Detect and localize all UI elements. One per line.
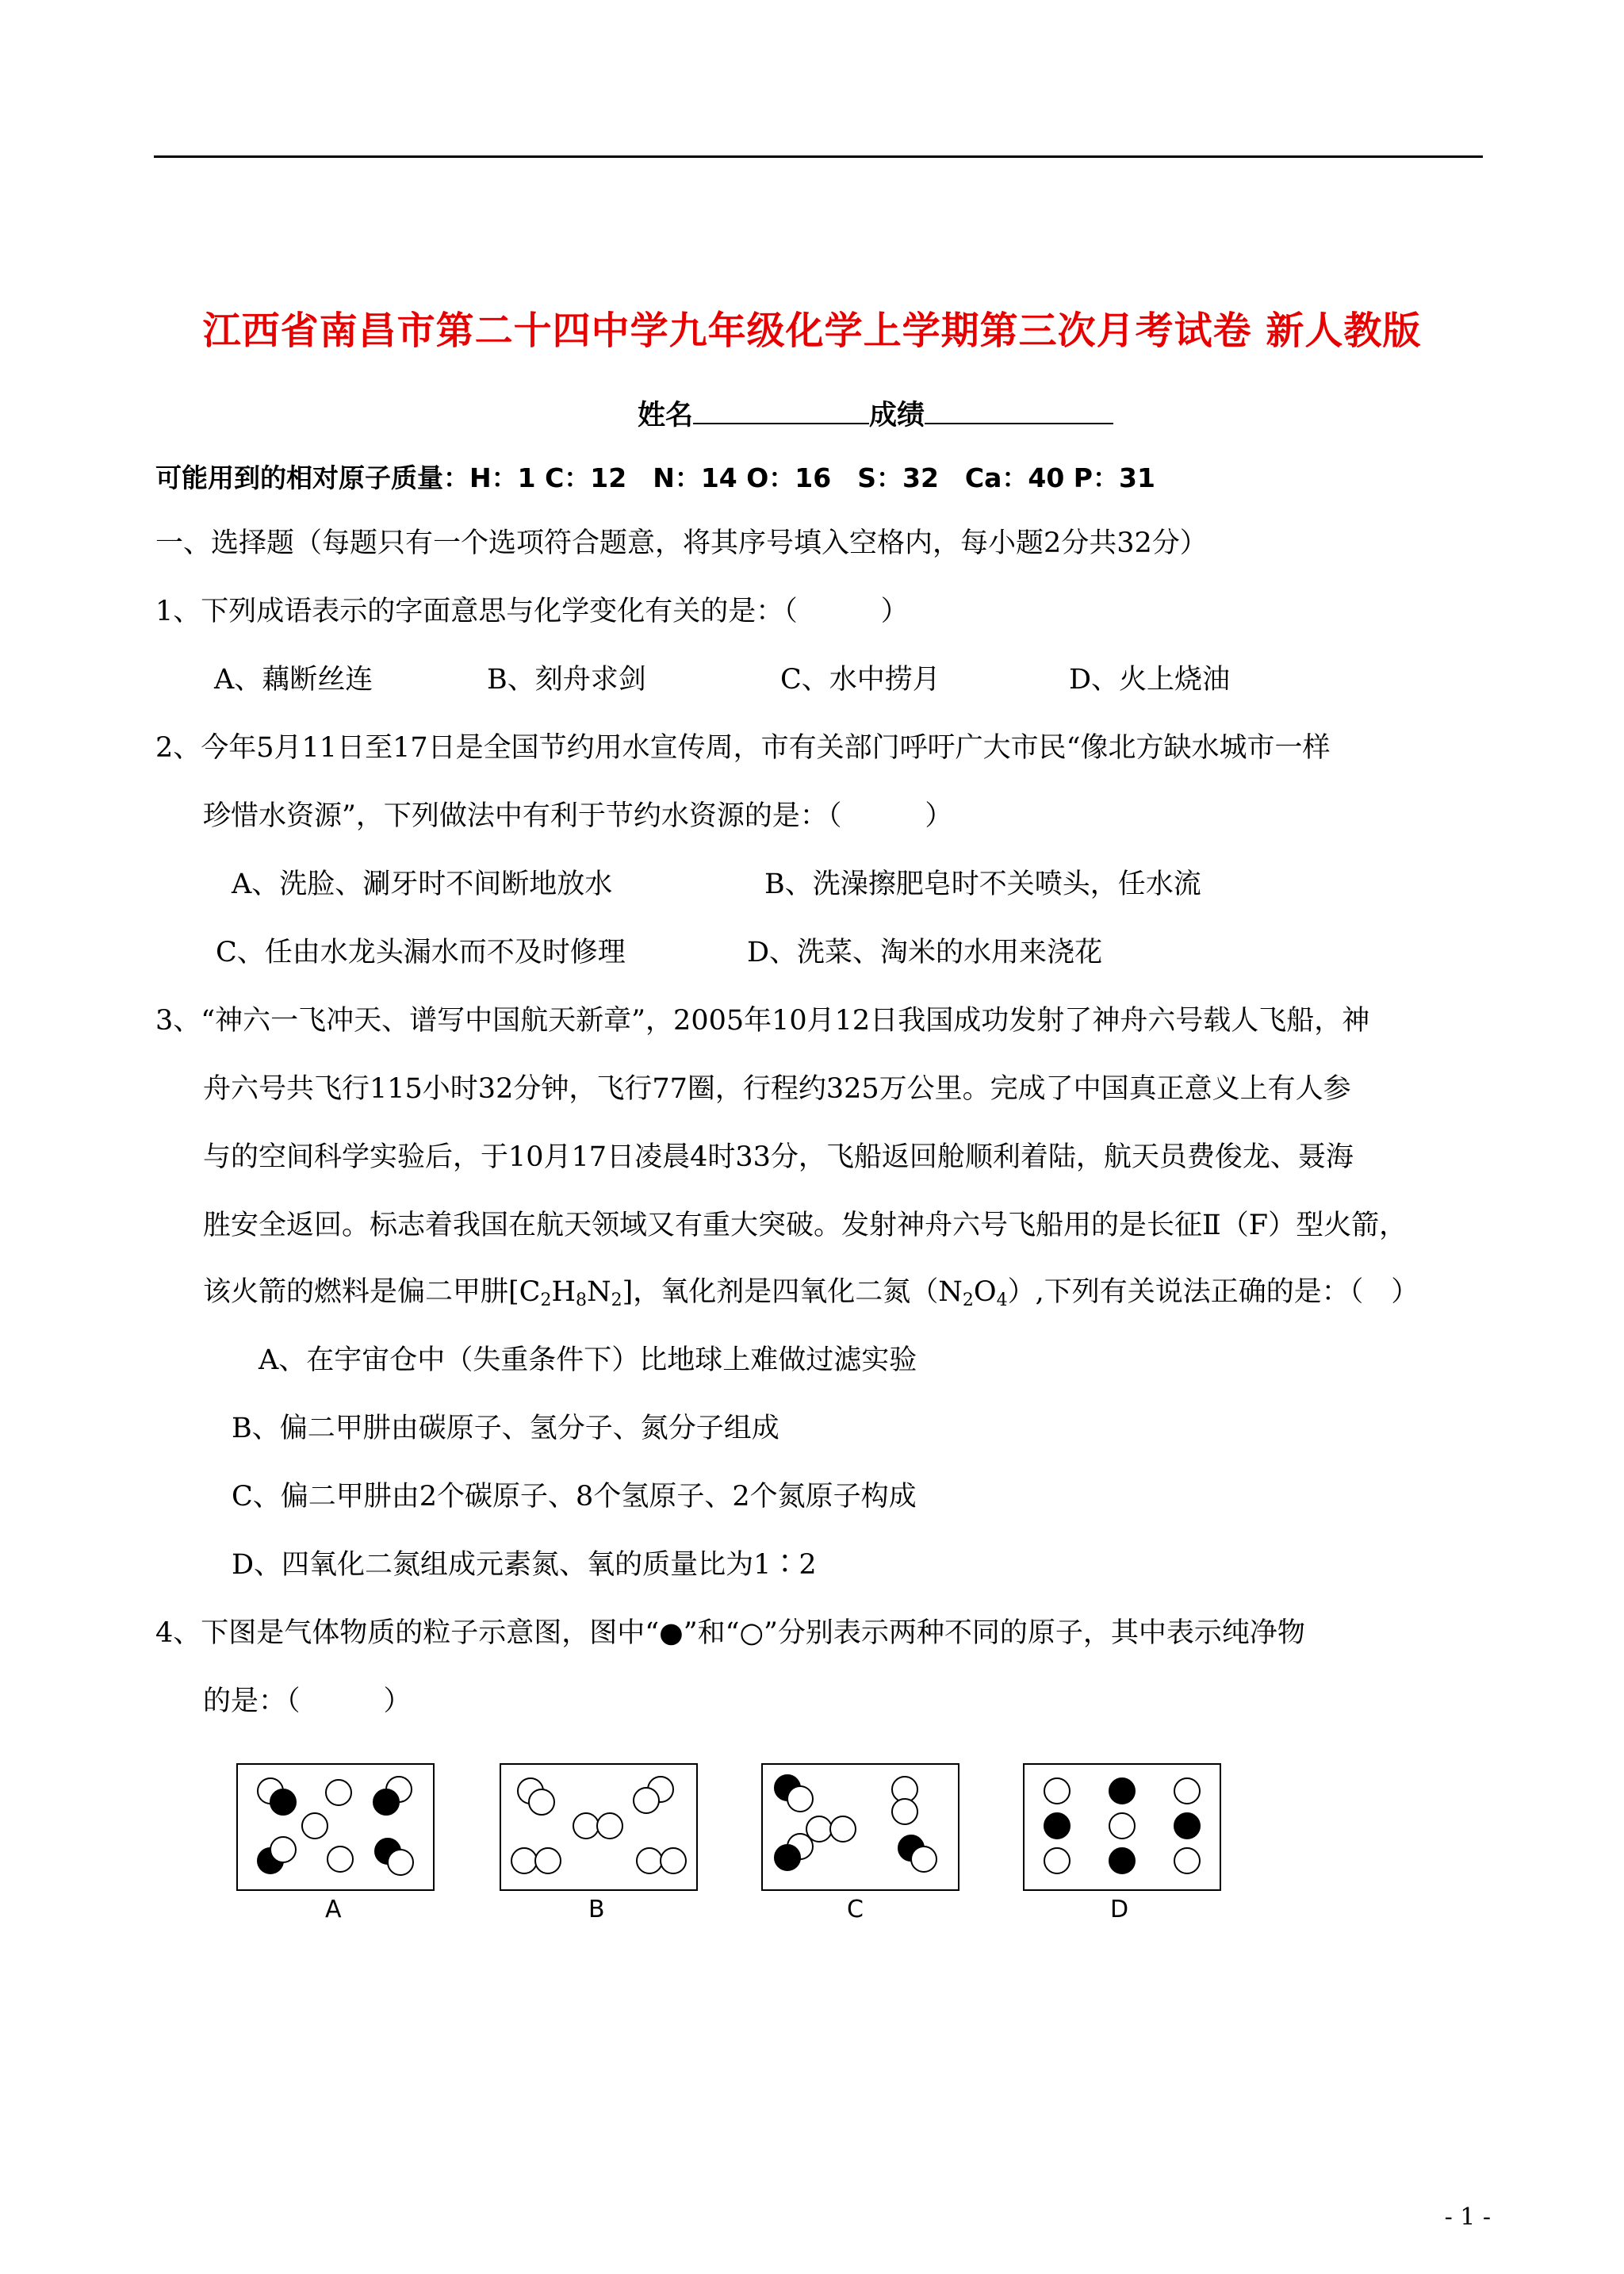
q1-option-a: A、藕断丝连: [214, 664, 373, 696]
white-atom: [387, 1849, 414, 1876]
q3-option-a: A、在宇宙仓中（失重条件下）比地球上难做过滤实验: [259, 1344, 917, 1376]
question-3-stem-4: 胜安全返回。标志着我国在航天领域又有重大突破。发射神舟六号飞船用的是长征Ⅱ（F）型火箭，: [203, 1210, 1408, 1241]
question-4-stem-2: 的是：（ ）: [203, 1685, 412, 1717]
white-atom: [528, 1789, 555, 1816]
black-atom: [270, 1789, 297, 1816]
q1-option-b: B、刻舟求剑: [487, 664, 646, 696]
diagram-d: [1023, 1763, 1221, 1891]
white-atom: [534, 1847, 561, 1874]
question-1-stem: 1、下列成语表示的字面意思与化学变化有关的是：（ ）: [155, 596, 909, 627]
white-atom: [1044, 1777, 1071, 1804]
white-atom: [301, 1812, 328, 1839]
diagram-b: [500, 1763, 698, 1891]
q3-option-d: D、四氧化二氮组成元素氮、氧的质量比为1∶2: [232, 1549, 817, 1581]
q2-option-a: A、洗脸、涮牙时不间断地放水: [232, 869, 613, 900]
question-3-stem-3: 与的空间科学实验后，于10月17日凌晨4时33分，飞船返回舱顺利着陆，航天员费俊龙、聂海: [203, 1141, 1354, 1173]
white-atom: [1109, 1812, 1136, 1839]
white-atom: [511, 1847, 538, 1874]
question-4-stem-1: 4、下图是气体物质的粒子示意图，图中“●”和“○”分别表示两种不同的原子，其中表示纯净物: [155, 1617, 1305, 1649]
white-atom: [270, 1836, 297, 1863]
white-atom: [596, 1812, 623, 1839]
page-title: 江西省南昌市第二十四中学九年级化学上学期第三次月考试卷 新人教版: [202, 309, 1422, 353]
student-info: [638, 393, 1113, 433]
name-blank[interactable]: [693, 399, 869, 424]
black-atom: [1044, 1812, 1071, 1839]
q2-option-c: C、任由水龙头漏水而不及时修理: [216, 937, 626, 968]
section-heading: 一、选择题（每题只有一个选项符合题意，将其序号填入空格内，每小题2分共32分）: [155, 527, 1208, 559]
white-atom: [829, 1816, 856, 1843]
white-atom: [1174, 1777, 1201, 1804]
page-number: - 1 -: [1444, 2203, 1491, 2231]
black-atom: [1109, 1847, 1136, 1874]
question-3-stem-1: 3、“神六一飞冲天、谱写中国航天新章”，2005年10月12日我国成功发射了神舟六号载人飞船，神: [155, 1005, 1370, 1037]
black-atom: [1109, 1777, 1136, 1804]
q1-option-c: C、水中捞月: [780, 664, 940, 696]
q2-option-b: B、洗澡擦肥皂时不关喷头，任水流: [764, 869, 1201, 900]
black-atom: [774, 1844, 801, 1871]
black-atom: [373, 1789, 400, 1816]
white-atom: [636, 1847, 663, 1874]
name-label: 姓名: [638, 400, 694, 431]
white-atom: [325, 1779, 352, 1806]
score-blank[interactable]: [925, 399, 1113, 424]
question-2-stem-1: 2、今年5月11日至17日是全国节约用水宣传周，市有关部门呼吁广大市民“像北方缺水城市一样: [155, 732, 1331, 764]
white-atom: [1174, 1847, 1201, 1874]
white-atom: [787, 1785, 814, 1812]
diagram-c: [761, 1763, 959, 1891]
diagram-a-label: A: [325, 1896, 342, 1923]
q1-option-d: D、火上烧油: [1069, 664, 1231, 696]
question-3-stem-5: 该火箭的燃料是偏二甲肼$[C_2H_8N_2]$，氧化剂是四氧化二氮$(N_2O_4)$,下列有关说法正确的是：（ ）: [203, 1276, 1419, 1310]
q3-option-b: B、偏二甲肼由碳原子、氢分子、氮分子组成: [232, 1413, 779, 1444]
white-atom: [633, 1787, 660, 1814]
diagram-b-label: B: [588, 1896, 605, 1923]
diagram-a: [236, 1763, 435, 1891]
q2-option-d: D、洗菜、淘米的水用来浇花: [747, 937, 1103, 968]
atomic-mass-line: 可能用到的相对原子质量：H：1 C：12 N：14 O：16 S：32 Ca：40 P：31: [155, 462, 1155, 493]
white-atom: [327, 1846, 354, 1873]
white-atom: [910, 1846, 937, 1873]
black-atom: [1174, 1812, 1201, 1839]
score-label: 成绩: [869, 400, 925, 431]
q3-option-c: C、偏二甲肼由2个碳原子、8个氢原子、2个氮原子构成: [232, 1481, 917, 1513]
question-3-stem-2: 舟六号共飞行115小时32分钟，飞行77圈，行程约325万公里。完成了中国真正意义上有人参: [203, 1073, 1351, 1105]
header-rule: [154, 155, 1483, 158]
diagram-d-label: D: [1110, 1896, 1129, 1923]
diagram-c-label: C: [847, 1896, 864, 1923]
white-atom: [660, 1847, 687, 1874]
white-atom: [891, 1798, 918, 1825]
question-2-stem-2: 珍惜水资源”，下列做法中有利于节约水资源的是：（ ）: [203, 800, 953, 832]
white-atom: [573, 1812, 599, 1839]
white-atom: [1044, 1847, 1071, 1874]
